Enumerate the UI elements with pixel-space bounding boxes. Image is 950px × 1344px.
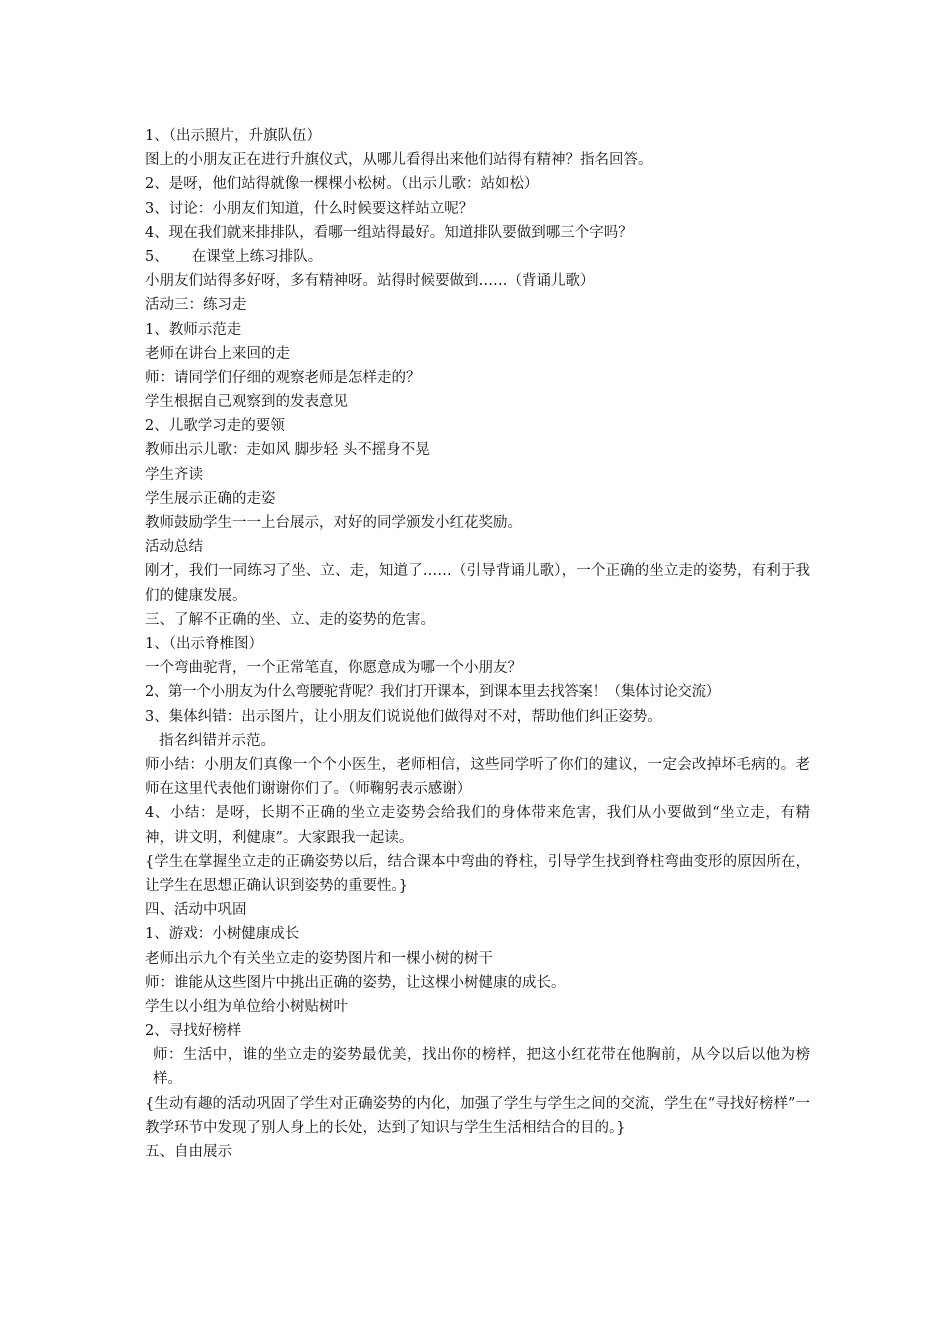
text-line: 4、现在我们就来排排队，看哪一组站得最好。知道排队要做到哪三个字吗？	[145, 224, 633, 241]
section-heading: 五、自由展示	[145, 1144, 232, 1161]
text-line: 学生展示正确的走姿	[145, 490, 276, 507]
text-line: 一个弯曲驼背，一个正常笔直，你愿意成为哪一个小朋友？	[145, 660, 522, 677]
text-line: 教师鼓励学生一一上台展示，对好的同学颁发小红花奖励。	[145, 515, 522, 531]
text-line: 2、寻找好榜样	[145, 1023, 242, 1040]
text-line: 学生齐读	[145, 466, 203, 483]
section-heading: 活动三：练习走	[145, 297, 247, 314]
paragraph: 刚才，我们一同练习了坐、立、走，知道了……（引导背诵儿歌），一个正确的坐立走的姿势，有利于我们的健康发展。	[145, 563, 810, 604]
paragraph: 师：生活中，谁的坐立走的姿势最优美，找出你的榜样，把这小红花带在他胸前，从今以后以他为榜样。	[153, 1047, 810, 1088]
section-heading: 三、了解不正确的坐、立、走的姿势的危害。	[145, 611, 435, 628]
text-line: 1、（出示脊椎图）	[145, 635, 263, 652]
text-line: 2、第一个小朋友为什么弯腰驼背呢？我们打开课本，到课本里去找答案！（集体讨论交流）	[145, 684, 720, 701]
text-line: 学生根据自己观察到的发表意见	[145, 394, 348, 411]
paragraph: {生动有趣的活动巩固了学生对正确姿势的内化，加强了学生与学生之间的交流，学生在“寻找好榜样”一教学环节中发现了别人身上的长处，达到了知识与学生生活相结合的目的。}	[145, 1095, 810, 1136]
section-heading: 活动总结	[145, 539, 203, 556]
paragraph: 师小结：小朋友们真像一个个小医生，老师相信，这些同学听了你们的建议，一定会改掉坏毛病的。老师在这里代表他们谢谢你们了。（师鞠躬表示感谢）	[145, 756, 810, 798]
text-line: 学生以小组为单位给小树贴树叶	[145, 998, 348, 1015]
text-line: 3、集体纠错：出示图片，让小朋友们说说他们做得对不对，帮助他们纠正姿势。	[145, 708, 662, 725]
text-line: 1、（出示照片，升旗队伍）	[145, 128, 321, 144]
text-line: 小朋友们站得多好呀，多有精神呀。站得时候要做到……（背诵儿歌）	[145, 273, 595, 290]
text-line: 教师出示儿歌：走如风 脚步轻 头不摇身不晃	[145, 442, 430, 459]
text-line: 1、教师示范走	[145, 321, 242, 338]
document-body	[145, 124, 810, 1164]
paragraph: 4、小结：是呀，长期不正确的坐立走姿势会给我们的身体带来危害，我们从小要做到“坐立走，有精神，讲文明，利健康”。大家跟我一起读。	[145, 805, 810, 846]
text-line: 5、 在课堂上练习排队。	[145, 248, 323, 265]
section-heading: 四、活动中巩固	[145, 902, 247, 919]
text-line: 2、是呀，他们站得就像一棵棵小松树。（出示儿歌：站如松）	[145, 176, 539, 193]
text-line: 1、游戏：小树健康成长	[145, 926, 300, 943]
text-line: 师：请同学们仔细的观察老师是怎样走的？	[145, 369, 421, 386]
text-line: 师：谁能从这些图片中挑出正确的姿势，让这棵小树健康的成长。	[145, 974, 566, 991]
text-line: 3、讨论：小朋友们知道，什么时候要这样站立呢？	[145, 200, 474, 217]
text-line: 老师在讲台上来回的走	[145, 345, 290, 362]
paragraph: {学生在掌握坐立走的正确姿势以后，结合课本中弯曲的脊柱，引导学生找到脊柱弯曲变形的原因所在，让学生在思想正确认识到姿势的重要性。}	[145, 853, 810, 894]
text-line: 老师出示九个有关坐立走的姿势图片和一棵小树的树干	[145, 950, 493, 967]
text-line: 图上的小朋友正在进行升旗仪式，从哪儿看得出来他们站得有精神？指名回答。	[145, 152, 653, 169]
text-line: 2、儿歌学习走的要领	[145, 418, 285, 435]
text-line: 指名纠错并示范。	[159, 732, 275, 749]
